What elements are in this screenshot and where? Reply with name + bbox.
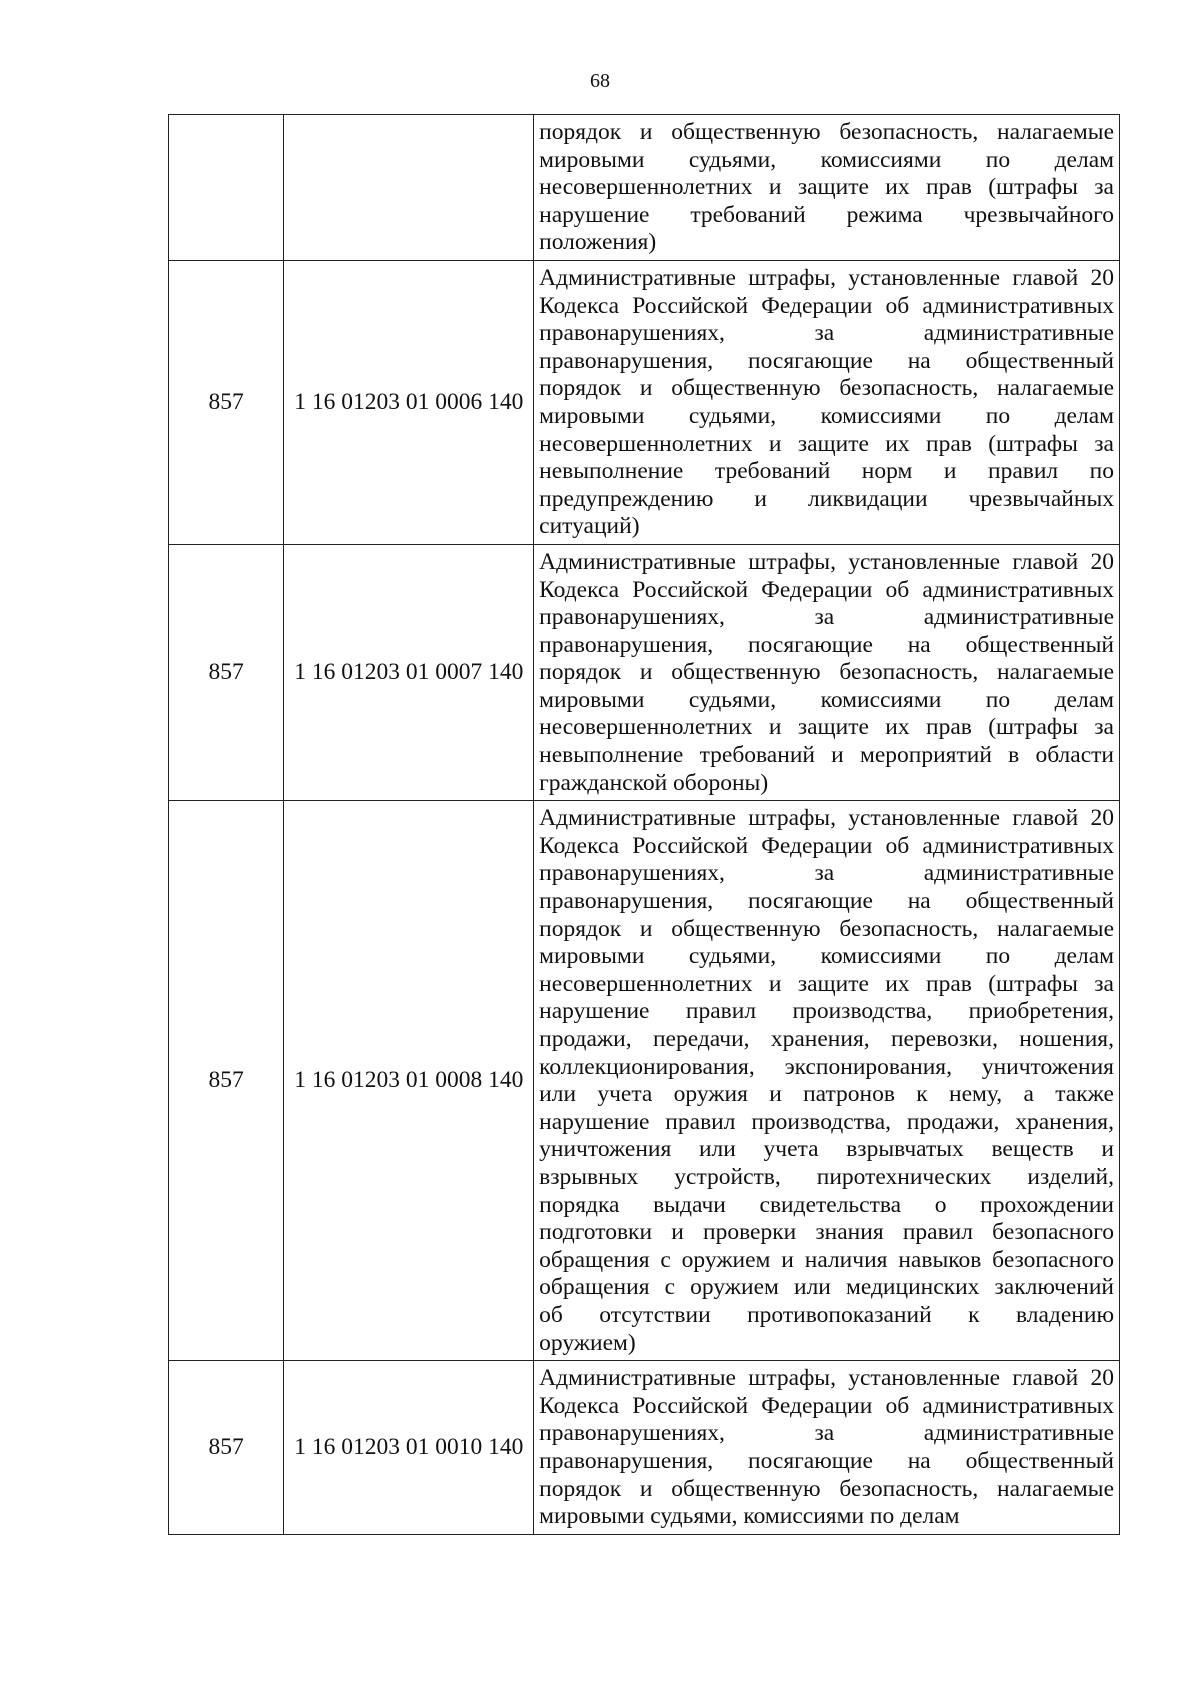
table-body <box>169 115 1120 1535</box>
description-line: Кодекса Российской Федерации об административных <box>539 832 1114 859</box>
description-line: оружием) <box>539 1329 636 1356</box>
description-line: подготовки и проверки знания правил безопасного <box>539 1219 1114 1246</box>
table-row <box>169 115 1120 261</box>
description-line: продажи, передачи, хранения, перевозки, ношения, <box>539 1026 1114 1052</box>
description-line: несовершеннолетних и защите их прав (штрафы за <box>539 430 1114 457</box>
admin-code-cell: 857 <box>169 1361 284 1535</box>
description-line: Кодекса Российской Федерации об административных <box>539 576 1114 603</box>
description-line: порядка выдачи свидетельства о прохождении <box>539 1191 1114 1218</box>
admin-code-cell <box>169 115 284 261</box>
description-line: правонарушениях, за административные <box>539 604 1114 631</box>
budget-codes-table <box>168 114 1120 1535</box>
description-line: нарушение правил производства, продажи, хранения, <box>539 1108 1114 1135</box>
description-cell <box>534 260 1120 544</box>
description-line: коллекционирования, экспонирования, уничтожения <box>539 1053 1114 1080</box>
description-line: правонарушениях, за административные <box>539 860 1114 887</box>
description-cell <box>534 1361 1120 1535</box>
description-line: Кодекса Российской Федерации об административных <box>539 292 1114 319</box>
table-row <box>169 260 1120 544</box>
description-line: правонарушениях, за административные <box>539 1420 1114 1447</box>
table-row <box>169 801 1120 1361</box>
description-line: Административные штрафы, установленные главой 20 <box>539 264 1114 291</box>
description-line: обращения с оружием и наличия навыков безопасного <box>539 1246 1114 1273</box>
description-line: несовершеннолетних и защите их прав (штрафы за <box>539 714 1114 741</box>
description-line: порядок и общественную безопасность, налагаемые <box>539 119 1114 145</box>
description-line: ситуаций) <box>539 513 640 540</box>
description-line: невыполнение требований норм и правил по <box>539 458 1114 485</box>
table-row <box>169 544 1120 800</box>
description-line: взрывных устройств, пиротехнических изделий, <box>539 1163 1114 1190</box>
description-line: мировыми судьями, комиссиями по делам <box>539 1503 960 1530</box>
description-line: Кодекса Российской Федерации об административных <box>539 1392 1114 1419</box>
description-line: положения) <box>539 229 657 256</box>
description-line: правонарушения, посягающие на общественный <box>539 888 1114 915</box>
description-line: порядок и общественную безопасность, налагаемые <box>539 915 1114 942</box>
description-line: порядок и общественную безопасность, налагаемые <box>539 375 1114 402</box>
description-line: правонарушениях, за административные <box>539 320 1114 347</box>
description-line: порядок и общественную безопасность, налагаемые <box>539 1475 1114 1502</box>
description-line: нарушение правил производства, приобретения, <box>539 998 1114 1025</box>
description-line: правонарушения, посягающие на общественный <box>539 631 1114 658</box>
description-line: несовершеннолетних и защите их прав (штрафы за <box>539 174 1114 201</box>
description-line: невыполнение требований и мероприятий в области <box>539 742 1114 769</box>
description-line: Административные штрафы, установленные главой 20 <box>539 1365 1114 1392</box>
description-line: порядок и общественную безопасность, налагаемые <box>539 659 1114 686</box>
kbk-code-cell: 1 16 01203 01 0006 140 <box>284 260 534 544</box>
description-line: правонарушения, посягающие на общественный <box>539 347 1114 374</box>
table-row <box>169 1361 1120 1535</box>
description-line: гражданской обороны) <box>539 769 769 796</box>
description-cell <box>534 115 1120 261</box>
description-line: правонарушения, посягающие на общественный <box>539 1447 1114 1474</box>
description-line: Административные штрафы, установленные главой 20 <box>539 548 1114 575</box>
admin-code-cell: 857 <box>169 260 284 544</box>
description-line: об отсутствии противопоказаний к владению <box>539 1301 1114 1328</box>
description-cell <box>534 801 1120 1361</box>
description-line: мировыми судьями, комиссиями по делам <box>539 686 1114 713</box>
description-line: или учета оружия и патронов к нему, а также <box>539 1081 1114 1108</box>
kbk-code-cell <box>284 115 534 261</box>
description-line: нарушение требований режима чрезвычайного <box>539 201 1114 228</box>
admin-code-cell: 857 <box>169 544 284 800</box>
description-cell <box>534 544 1120 800</box>
kbk-code-cell: 1 16 01203 01 0008 140 <box>284 801 534 1361</box>
description-line: мировыми судьями, комиссиями по делам <box>539 943 1114 970</box>
description-line: мировыми судьями, комиссиями по делам <box>539 402 1114 429</box>
description-line: мировыми судьями, комиссиями по делам <box>539 146 1114 173</box>
page-number: 68 <box>590 70 610 92</box>
description-line: несовершеннолетних и защите их прав (штрафы за <box>539 970 1114 997</box>
description-line: уничтожения или учета взрывчатых веществ и <box>539 1136 1114 1163</box>
admin-code-cell: 857 <box>169 801 284 1361</box>
description-line: Административные штрафы, установленные главой 20 <box>539 805 1114 832</box>
description-line: предупреждению и ликвидации чрезвычайных <box>539 485 1114 512</box>
description-line: обращения с оружием или медицинских заключений <box>539 1274 1114 1301</box>
kbk-code-cell: 1 16 01203 01 0010 140 <box>284 1361 534 1535</box>
kbk-code-cell: 1 16 01203 01 0007 140 <box>284 544 534 800</box>
